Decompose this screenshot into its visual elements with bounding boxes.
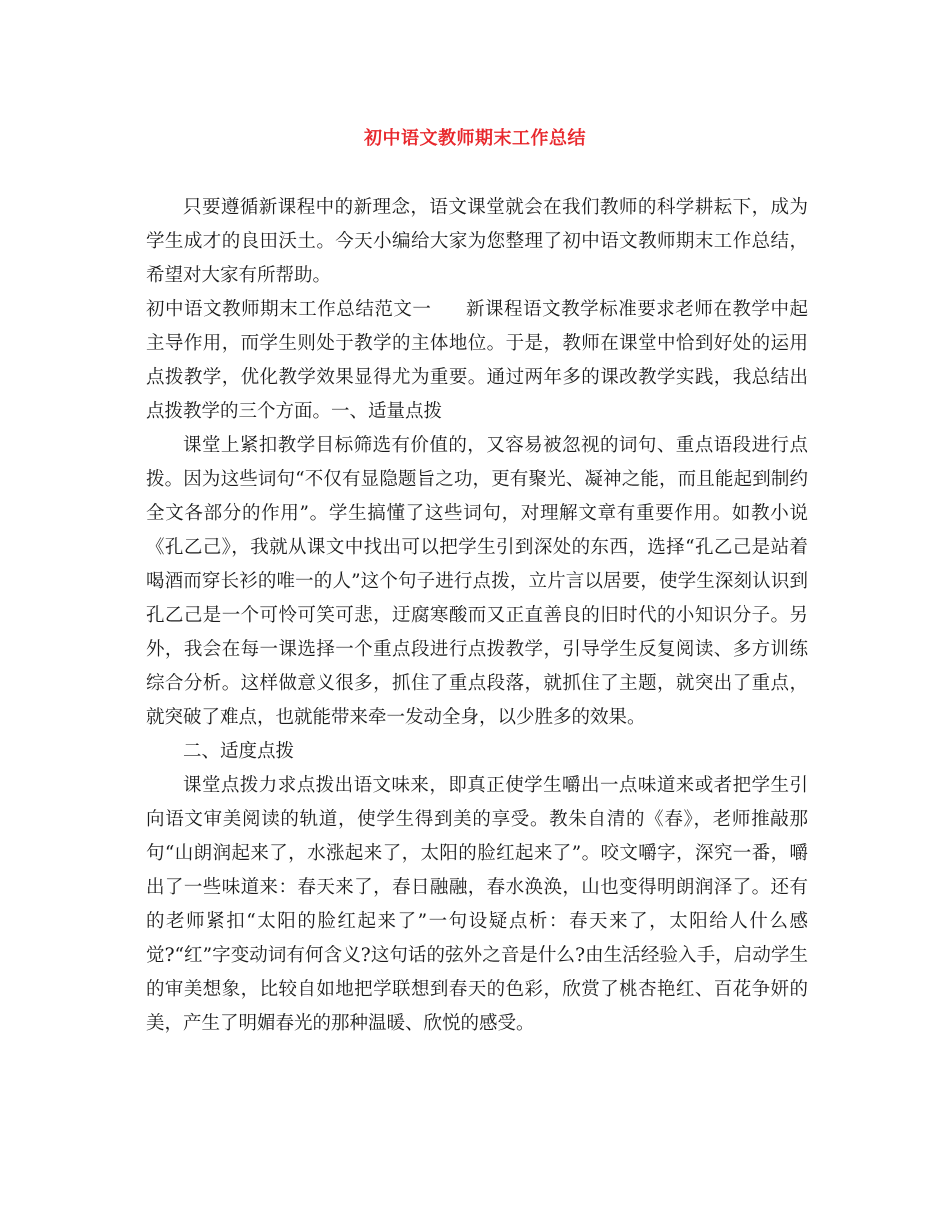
paragraph-2: 课堂点拨力求点拨出语文味来，即真正使学生嚼出一点味道来或者把学生引向语文审美阅读的轨道，使学生得到美的享受。教朱自清的《春》，老师推敲那句“山朗润起来了，水涨起来了，太阳的脸红起来了”。咬文嚼字，深究一番，嚼出了一些味道来：春天来了，春日融融，春水涣涣，山也变得明朗润泽了。还有的老师紧扣“太阳的脸红起来了”一句设疑点析：春天来了，太阳给人什么感觉?“红”字变动词有何含义?这句话的弦外之音是什么?由生活经验入手，启动学生的审美想象，比较自如地把学联想到春天的色彩，欣赏了桃杏艳红、百花争妍的美，产生了明媚春光的那种温暖、欣悦的感受。 — [146, 775, 808, 1034]
heading-2: 二、适度点拨 — [183, 741, 295, 762]
section-label: 初中语文教师期末工作总结范文一 — [146, 299, 432, 320]
paragraph-1: 课堂上紧扣教学目标筛选有价值的，又容易被忽视的词句、重点语段进行点拨。因为这些词句“不仅有显隐题旨之功，更有聚光、凝神之能，而且能起到制约全文各部分的作用”。学生搞懂了这些词句，对理解文章有重要作用。如教小说《孔乙己》，我就从课文中找出可以把学生引到深处的东西，选择“孔乙己是站着喝酒而穿长衫的唯一的人”这个句子进行点拨，立片言以居要，使学生深刻认识到孔乙己是一个可怜可笑可悲，迂腐寒酸而又正直善良的旧时代的小知识分子。另外，我会在每一课选择一个重点段进行点拨教学，引导学生反复阅读、多方训练综合分析。这样做意义很多，抓住了重点段落，就抓住了主题，就突出了重点，就突破了难点，也就能带来牵一发动全身，以少胜多的效果。 — [146, 435, 808, 728]
section-paragraph — [146, 293, 808, 429]
document-title: 初中语文教师期末工作总结 — [364, 128, 586, 149]
section-text: 新课程语文教学标准要求老师在教学中起主导作用，而学生则处于教学的主体地位。于是，教师在课堂中恰到好处的运用点拨教学，优化教学效果显得尤为重要。通过两年多的课改教学实践，我总结出点拨教学的三个方面。一、适量点拨 — [146, 299, 808, 422]
document-body — [146, 191, 808, 1041]
intro-paragraph: 只要遵循新课程中的新理念，语文课堂就会在我们教师的科学耕耘下，成为学生成才的良田沃土。今天小编给大家为您整理了初中语文教师期末工作总结，希望对大家有所帮助。 — [146, 197, 808, 286]
